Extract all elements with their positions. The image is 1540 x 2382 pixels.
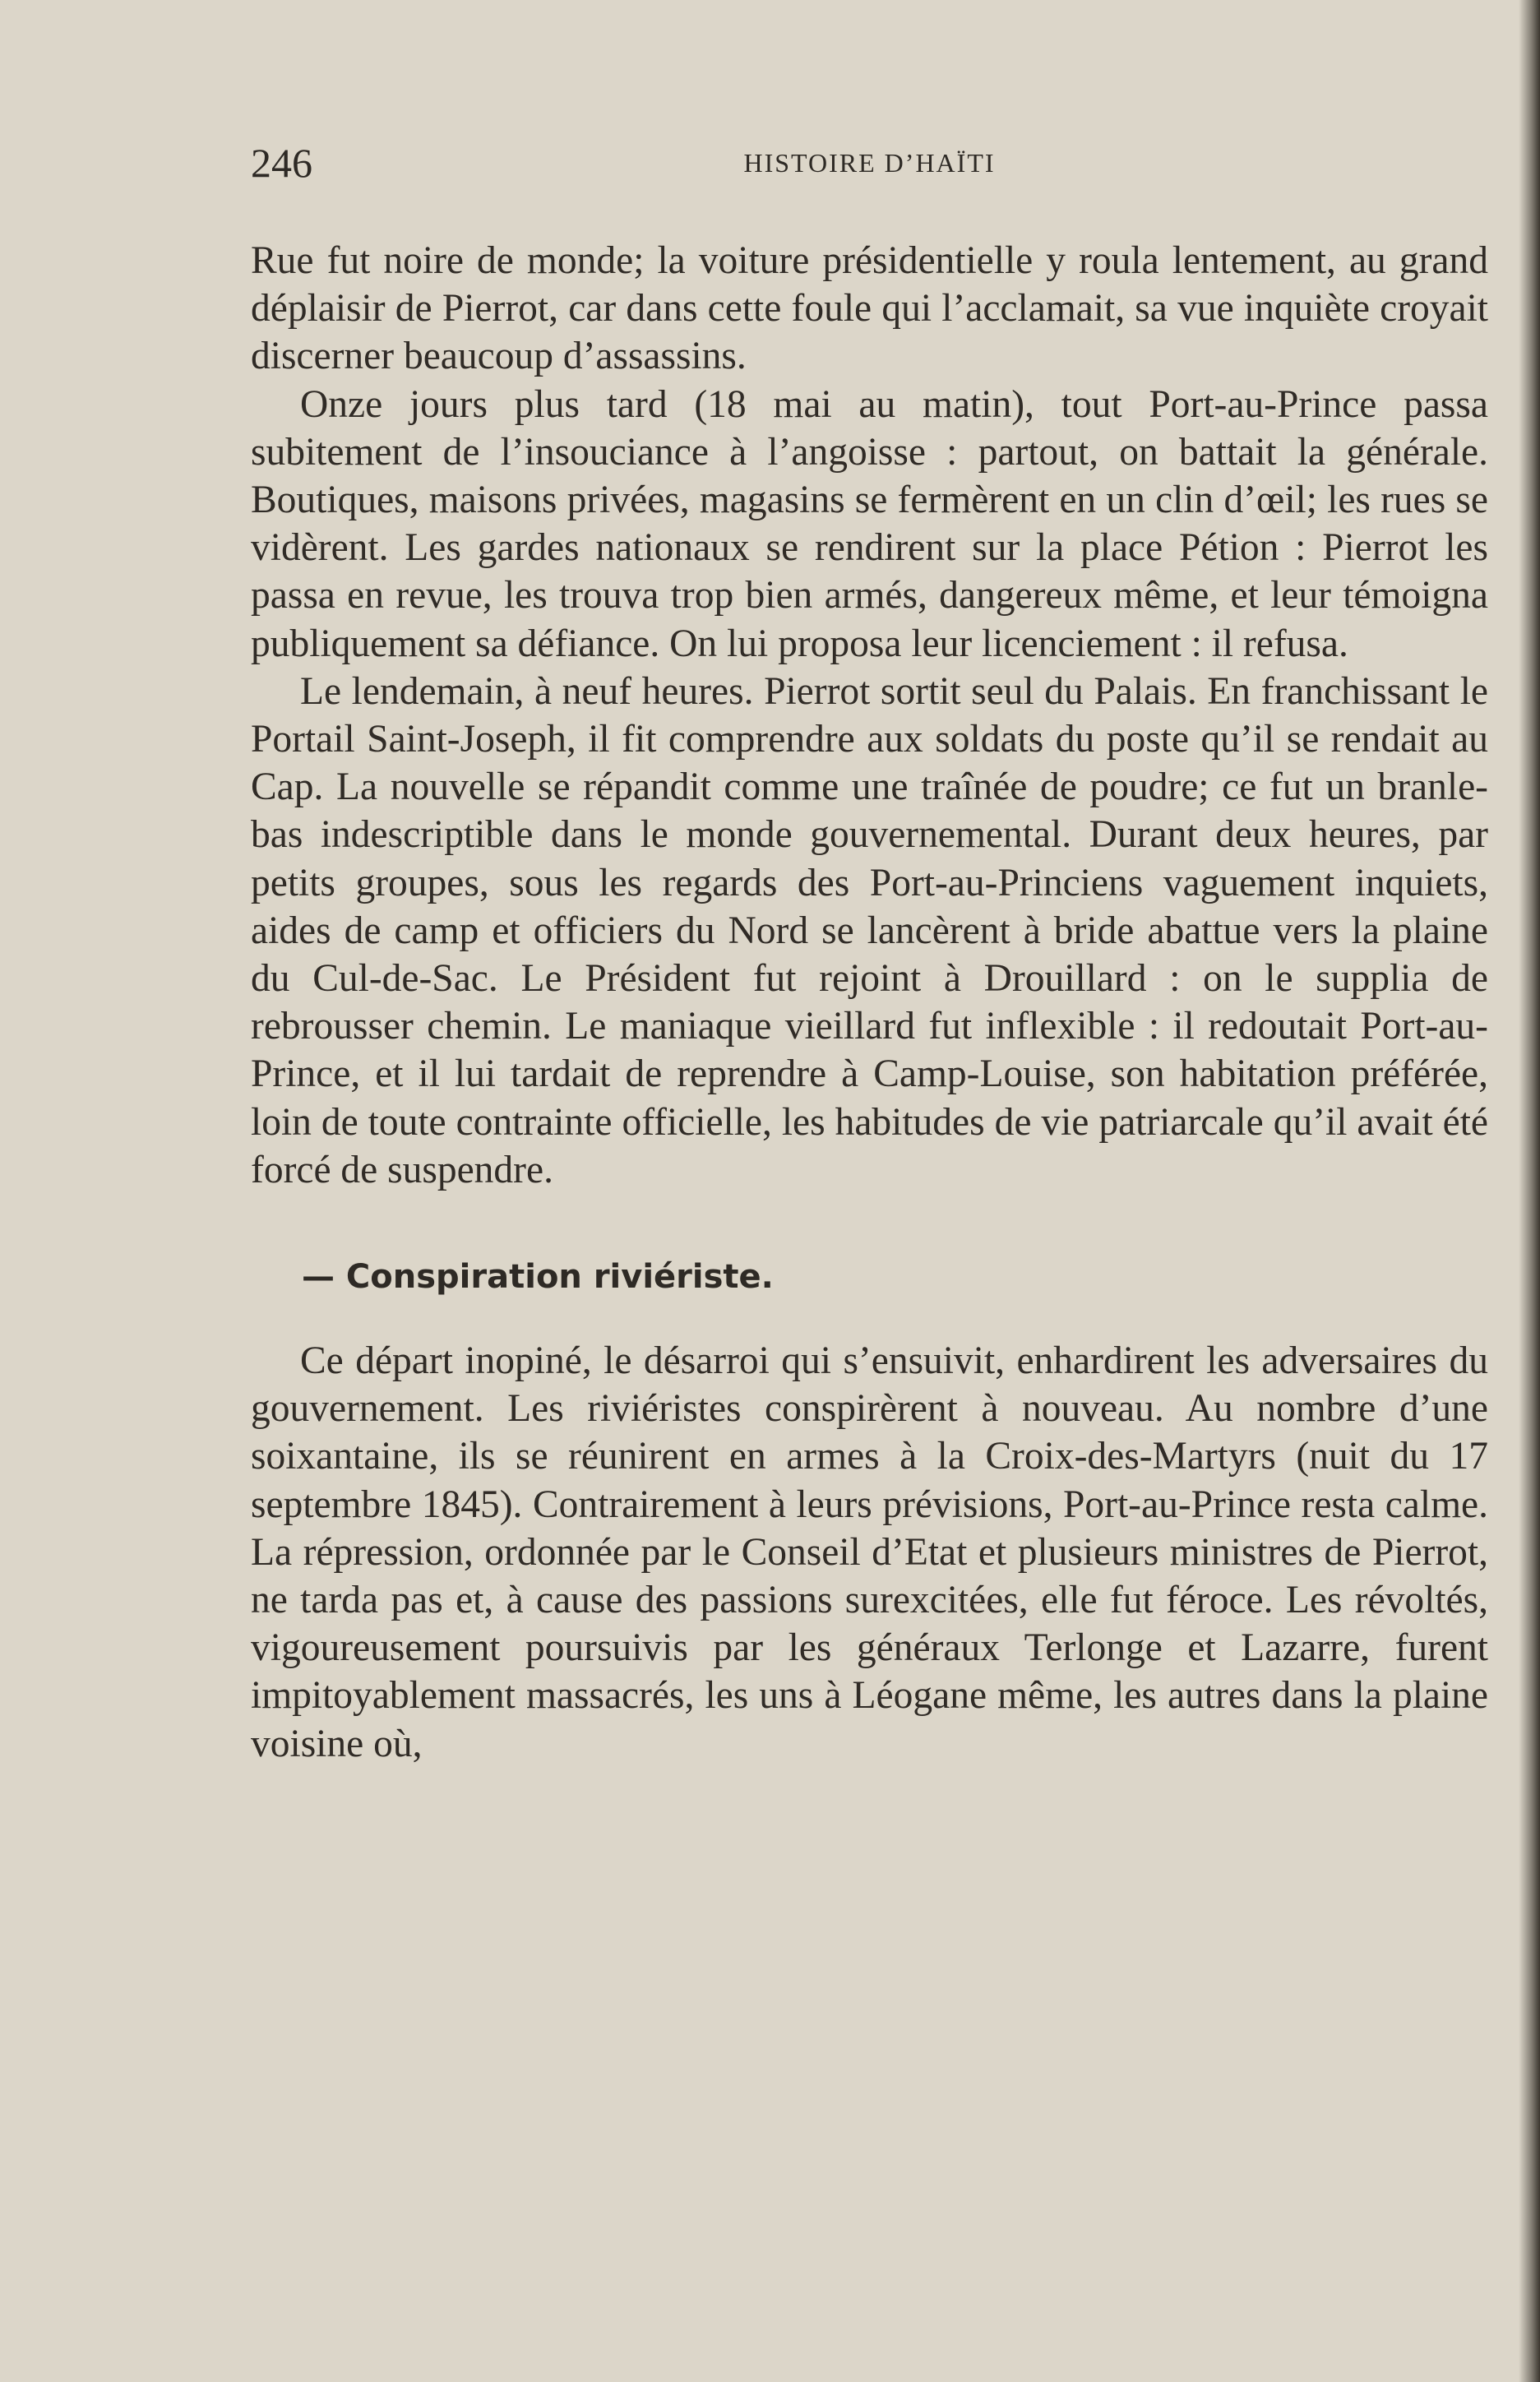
page-body — [251, 237, 1488, 1768]
book-page — [251, 0, 1488, 2382]
page-edge-shadow — [1519, 0, 1540, 2382]
page-number: 246 — [251, 140, 312, 186]
paragraph: Le lendemain, à neuf heures. Pierrot sortit seul du Palais. En franchissant le Portail Saint-Joseph, il fit comprendre aux soldats du poste qu’il se rendait au Cap. La nouvelle se répandit comme une traînée de poudre; ce fut un branle-bas indescriptible dans le monde gouvernemental. Durant deux heures, par petits groupes, sous les regards des Port-au-Princiens vaguement inquiets, aides de camp et officiers du Nord se lancèrent à bride abattue vers la plaine du Cul-de-Sac. Le Président fut rejoint à Drouillard : on le supplia de rebrousser chemin. Le maniaque vieillard fut inflexible : il redoutait Port-au-Prince, et il lui tardait de reprendre à Camp-Louise, son habitation préférée, loin de toute contrainte officielle, les habitudes de vie patriarcale qu’il avait été forcé de suspendre. — [251, 669, 1488, 1191]
section-heading: — Conspiration riviériste. — [302, 1258, 774, 1297]
running-header — [251, 138, 1488, 187]
running-title: HISTOIRE D’HAÏTI — [743, 148, 996, 178]
paragraph: Ce départ inopiné, le désarroi qui s’ensuivit, enhardirent les adversaires du gouvernement. Les riviéristes conspirèrent à nouveau. Au nombre d’une soixantaine, ils se réunirent en armes à la Croix-des-Martyrs (nuit du 17 septembre 1845). Contrairement à leurs prévisions, Port-au-Prince resta calme. La répression, ordonnée par le Conseil d’Etat et plusieurs ministres de Pierrot, ne tarda pas et, à cause des passions surexcitées, elle fut féroce. Les révoltés, vigoureusement poursuivis par les généraux Terlonge et Lazarre, furent impitoyablement massacrés, les uns à Léogane même, les autres dans la plaine voisine où, — [251, 1339, 1488, 1765]
paragraph: Onze jours plus tard (18 mai au matin), tout Port-au-Prince passa subitement de l’insouciance à l’angoisse : partout, on battait la générale. Boutiques, maisons privées, magasins se fermèrent en un clin d’œil; les rues se vidèrent. Les gardes nationaux se rendirent sur la place Pétion : Pierrot les passa en revue, les trouva trop bien armés, dangereux même, et leur témoigna publiquement sa défiance. On lui proposa leur licenciement : il refusa. — [251, 382, 1488, 665]
paragraph-continued: Rue fut noire de monde; la voiture présidentielle y roula lentement, au grand déplaisir de Pierrot, car dans cette foule qui l’acclamait, sa vue inquiète croyait discerner beaucoup d’assassins. — [251, 239, 1488, 378]
